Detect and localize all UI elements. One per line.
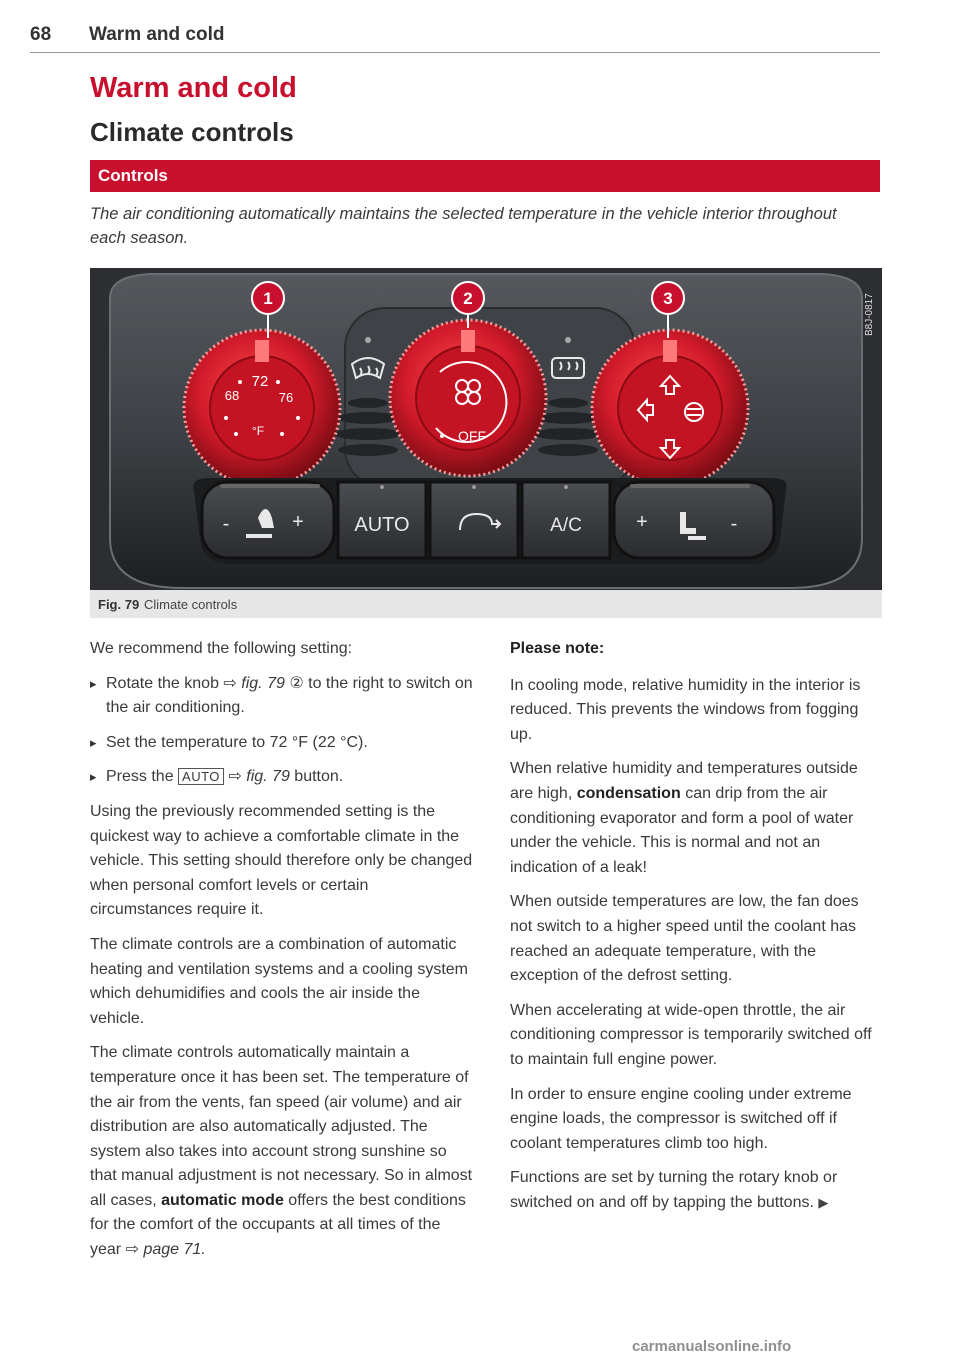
callout-ref-2: ② bbox=[289, 674, 304, 692]
note-condensation: When relative humidity and temperatures outside are high, condensation can drip from the air conditioning evaporator and form a pool of water under the vehicle. This is normal and not an indication of a leak! bbox=[510, 760, 858, 876]
running-head: Warm and cold bbox=[89, 24, 225, 45]
fig-ref-link[interactable]: fig. 79 bbox=[241, 674, 285, 692]
page-number: 68 bbox=[30, 24, 52, 45]
step-set-temperature: ▸ Set the temperature to 72 °F (22 °C). bbox=[90, 731, 475, 756]
figure-code: B8J-0817 bbox=[864, 293, 875, 336]
note-functions: Functions are set by turning the rotary knob or switched on and off by tapping the buttons. ▶ bbox=[510, 1169, 838, 1211]
page-header bbox=[30, 24, 880, 52]
off-label: OFF bbox=[458, 428, 486, 444]
ac-button-label: A/C bbox=[550, 515, 582, 536]
note-title: Please note: bbox=[510, 640, 605, 657]
automatic-mode-term: automatic mode bbox=[161, 1191, 284, 1209]
auto-key: AUTO bbox=[178, 768, 224, 785]
left-column bbox=[90, 637, 475, 1273]
section-title: Climate controls bbox=[90, 117, 294, 147]
condensation-term: condensation bbox=[576, 784, 681, 802]
figure-caption: Climate controls bbox=[144, 597, 238, 612]
header-divider bbox=[30, 52, 880, 53]
climate-panel-illustration bbox=[90, 268, 882, 590]
seat-heat-left-minus-label: - bbox=[222, 513, 230, 535]
paragraph-combination: The climate controls are a combination of automatic heating and ventilation systems and a cooling system which dehumidifies and cools the air inside the vehicle. bbox=[90, 935, 468, 1027]
temp-72-label: 72 bbox=[251, 373, 269, 390]
section-bar bbox=[90, 160, 880, 192]
fan-knob-center bbox=[390, 320, 546, 476]
step-press-auto: ▸ Press the AUTO ⇨ fig. 79 button. bbox=[90, 765, 475, 790]
svg-text:1: 1 bbox=[263, 289, 273, 308]
note-fan-low-temp: When outside temperatures are low, the fan does not switch to a higher speed until the coolant has reached an adequate temperature, with the exception of the defrost setting. bbox=[510, 893, 859, 985]
note-throttle: When accelerating at wide-open throttle, the air conditioning compressor is temporarily switched off to maintain full engine power. bbox=[510, 1001, 872, 1068]
temp-76-label: 76 bbox=[278, 390, 294, 405]
figure-caption-bar bbox=[90, 590, 882, 618]
svg-text:2: 2 bbox=[463, 289, 473, 308]
recommended-steps bbox=[90, 672, 475, 790]
seat-heat-left-plus-label: + bbox=[292, 511, 304, 533]
seat-heat-right-minus-label: - bbox=[730, 513, 738, 535]
paragraph-automatic: The climate controls automatically maintain a temperature once it has been set. The temperature of the air from the vents, fan speed (air volume) and air distribution are also automatically adjusted. The system also takes into account strong sunshine so that manual adjustment is not necessary. So in almost all cases, automatic mode offers the best conditions for the comfort of the occupants at all times of the year ⇨ page 71. bbox=[90, 1044, 473, 1259]
air-distribution-knob-right bbox=[592, 330, 748, 486]
right-column bbox=[510, 637, 882, 1225]
continue-arrow-icon: ▶ bbox=[818, 1194, 829, 1210]
seat-heat-right-plus-label: + bbox=[636, 511, 648, 533]
section-bar-label: Controls bbox=[98, 166, 168, 185]
recommend-intro: We recommend the following setting: bbox=[90, 640, 353, 657]
climate-controls-figure bbox=[90, 268, 882, 590]
paragraph-comfort: Using the previously recommended setting is the quickest way to achieve a comfortable climate in the vehicle. This setting should therefore only be changed when personal comfort levels or certain circumstances require it. bbox=[90, 802, 473, 919]
step-rotate-knob: ▸ Rotate the knob ⇨ fig. 79 ② to the right to switch on the air conditioning. bbox=[90, 672, 475, 721]
fahrenheit-label: °F bbox=[251, 424, 265, 438]
temp-68-label: 68 bbox=[224, 388, 240, 403]
note-engine-cooling: In order to ensure engine cooling under extreme engine loads, the compressor is switched off if coolant temperatures climb too high. bbox=[510, 1085, 852, 1152]
figure-label: Fig. 79 bbox=[98, 597, 140, 612]
note-humidity: In cooling mode, relative humidity in the interior is reduced. This prevents the windows from fogging up. bbox=[510, 676, 861, 743]
svg-text:3: 3 bbox=[663, 289, 673, 308]
temperature-knob-left bbox=[184, 330, 340, 486]
auto-button-label: AUTO bbox=[354, 514, 410, 536]
chapter-title: Warm and cold bbox=[90, 72, 297, 104]
page-ref-link[interactable]: page 71. bbox=[143, 1241, 206, 1259]
fig-ref-link[interactable]: fig. 79 bbox=[246, 768, 290, 786]
intro-text: The air conditioning automatically maintains the selected temperature in the vehicle interior throughout each season. bbox=[90, 205, 837, 247]
watermark: carmanualsonline.info bbox=[632, 1338, 792, 1355]
